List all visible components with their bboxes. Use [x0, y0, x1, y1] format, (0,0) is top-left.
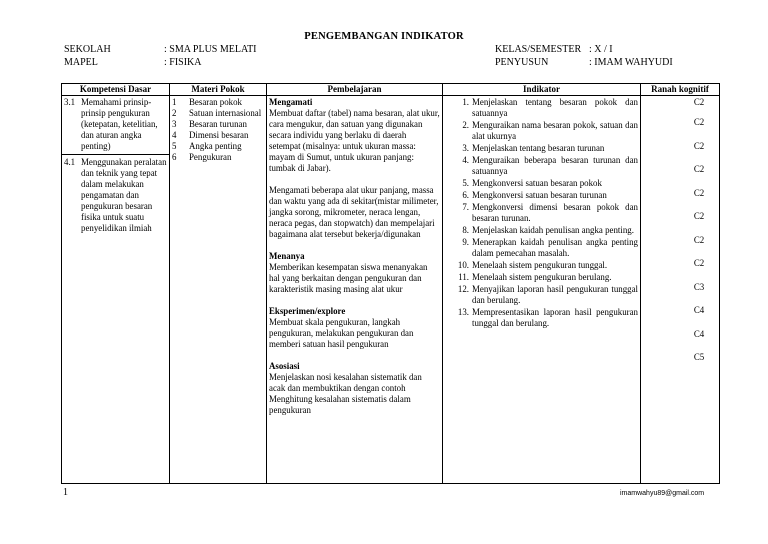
materi-item: [172, 130, 264, 141]
materi-item: [172, 152, 264, 163]
mengamati-paragraph: Membuat daftar (tabel) nama besaran, alat ukur, cara mengukur, dan satuan yang digunakan secara individu yang berlaku di daerah setempat (misalnya: untuk ukuran massa: mayam di Sumut, untuk ukuran panjang: tumbak di Jabar).: [269, 108, 440, 173]
kompetensi-divider: [62, 154, 169, 155]
author-email: imamwahyu89@gmail.com: [620, 490, 705, 497]
table-header-row: [62, 84, 720, 96]
ranah-value: C2: [693, 211, 705, 221]
materi-number: 2: [172, 108, 177, 118]
mengamati-paragraph: Mengamati beberapa alat ukur panjang, massa dan waktu yang ada di sekitar(mistar milimeter, jangka sorong, mikrometer, neraca lengan, neraca pegas, dan stopwatch) dan mempelajari bagaimana alat tersebut bekerja/digunakan: [269, 185, 439, 239]
menanya-paragraph: Memberikan kesempatan siswa menanyakan hal yang berkaitan dengan pengukuran dan karakteristik masing masing alat ukur: [269, 262, 428, 294]
col-header-pembelajaran: Pembelajaran: [267, 84, 443, 96]
indikator-cell: [443, 96, 641, 484]
indikator-number: 4.: [462, 155, 469, 165]
ranah-value: C2: [693, 187, 705, 198]
indikator-item: [445, 155, 638, 177]
asosiasi-heading: Asosiasi: [269, 361, 300, 371]
indikator-text: Mengkonversi satuan besaran turunan: [472, 190, 607, 200]
indikator-text: Menjelaskan tentang besaran pokok dan satuannya: [472, 97, 638, 118]
ranah-value: C4: [693, 328, 705, 339]
kompetensi-text: Memahami prinsip-prinsip pengukuran (ketepatan, ketelitian, dan aturan angka penting): [81, 97, 158, 151]
subject-value: : FISIKA: [164, 57, 202, 68]
indikator-item: [445, 237, 638, 259]
materi-text: Angka penting: [189, 141, 242, 151]
author-value: : IMAM WAHYUDI: [589, 57, 673, 68]
ranah-value: C2: [693, 97, 705, 107]
asosiasi-paragraph: Menghitung kesalahan sistematis dalam pengukuran: [269, 394, 411, 415]
materi-item: [172, 141, 264, 152]
indikator-number: 6.: [462, 190, 469, 200]
materi-item: [172, 108, 264, 119]
ranah-value: C2: [693, 234, 705, 245]
indikator-item: [445, 143, 638, 154]
indikator-number: 8.: [462, 225, 469, 235]
indikator-text: Menjelaskan kaidah penulisan angka penting.: [472, 225, 634, 235]
col-header-materi-pokok: Materi Pokok: [170, 84, 267, 96]
class-semester-value: : X / I: [589, 44, 613, 55]
ranah-value: C5: [693, 352, 705, 362]
indikator-number: 3.: [462, 143, 469, 153]
col-header-ranah-kognitif: Ranah kognitif: [641, 84, 720, 96]
indikator-item: [445, 225, 638, 236]
indicator-table: [61, 83, 720, 484]
indikator-item: [445, 260, 638, 271]
indikator-text: Menguraikan nama besaran pokok, satuan dan alat ukurnya: [472, 120, 638, 141]
indikator-number: 13.: [457, 307, 469, 317]
indikator-item: [445, 97, 638, 119]
eksperimen-paragraph: Membuat skala pengukuran, langkah pengukuran, melakukan pengukuran dan memberi satuan hasil pengukuran: [269, 317, 414, 349]
kompetensi-item: [64, 157, 167, 234]
indikator-text: Menerapkan kaidah penulisan angka penting dalam pemecahan masalah.: [472, 237, 638, 258]
materi-item: [172, 97, 264, 108]
ranah-value: C4: [693, 305, 705, 315]
subject-label: MAPEL: [64, 57, 98, 68]
ranah-value: C2: [693, 117, 705, 127]
materi-text: Besaran pokok: [189, 97, 242, 107]
materi-text: Dimensi besaran: [189, 130, 249, 140]
materi-number: 1: [172, 97, 177, 107]
materi-number: 5: [172, 141, 177, 151]
materi-text: Besaran turunan: [189, 119, 247, 129]
indikator-number: 9.: [462, 237, 469, 247]
kompetensi-number: 4.1: [64, 157, 76, 167]
indikator-text: Menjelaskan tentang besaran turunan: [472, 143, 605, 153]
indikator-number: 12.: [457, 284, 469, 294]
indikator-item: [445, 272, 638, 283]
ranah-value: C2: [693, 258, 705, 268]
indikator-number: 10.: [457, 260, 469, 270]
indikator-item: [445, 307, 638, 329]
materi-text: Pengukuran: [189, 152, 232, 162]
indikator-number: 2.: [462, 120, 469, 130]
indikator-number: 11.: [458, 272, 469, 282]
materi-number: 6: [172, 152, 177, 162]
indikator-text: Mempresentasikan laporan hasil pengukuran tunggal dan berulang.: [472, 307, 638, 328]
ranah-value: C3: [693, 281, 705, 292]
indikator-text: Menelaah sistem pengukuran tunggal.: [472, 260, 608, 270]
indikator-text: Mengkonversi satuan besaran pokok: [472, 178, 602, 188]
school-label: SEKOLAH: [64, 44, 111, 55]
materi-pokok-cell: [170, 96, 267, 484]
menanya-heading: Menanya: [269, 251, 305, 261]
materi-number: 3: [172, 119, 177, 129]
materi-item: [172, 119, 264, 130]
materi-text: Satuan internasional: [189, 108, 262, 118]
indikator-item: [445, 178, 638, 189]
indikator-number: 5.: [462, 178, 469, 188]
document-title: PENGEMBANGAN INDIKATOR: [304, 31, 464, 42]
indikator-text: Menelaah sistem pengukuran berulang.: [472, 272, 612, 282]
indikator-text: Menyajikan laporan hasil pengukuran tunggal dan berulang.: [472, 284, 638, 305]
author-label: PENYUSUN: [495, 57, 549, 68]
indikator-text: Menguraikan beberapa besaran turunan dan satuannya: [472, 155, 638, 176]
col-header-indikator: Indikator: [443, 84, 641, 96]
indikator-text: Mengkonversi dimensi besaran pokok dan besaran turunan.: [472, 202, 638, 223]
indikator-item: [445, 284, 638, 306]
eksperimen-heading: Eksperimen/explore: [269, 306, 346, 316]
indikator-item: [445, 190, 638, 201]
page-number: 1: [63, 487, 68, 498]
indikator-number: 1.: [462, 97, 469, 107]
indikator-number: 7.: [462, 202, 469, 212]
kompetensi-item: [64, 97, 167, 152]
school-value: : SMA PLUS MELATI: [164, 44, 257, 55]
asosiasi-paragraph: Menjelaskan nosi kesalahan sistematik dan acak dan membuktikan dengan contoh: [269, 372, 422, 393]
kompetensi-number: 3.1: [64, 97, 76, 107]
ranah-value: C2: [693, 164, 705, 174]
mengamati-heading: Mengamati: [269, 97, 313, 107]
indikator-item: [445, 202, 638, 224]
materi-number: 4: [172, 130, 177, 140]
ranah-value: C2: [693, 140, 705, 151]
indikator-item: [445, 120, 638, 142]
ranah-kognitif-cell: [641, 96, 720, 484]
pembelajaran-cell: [267, 96, 443, 484]
kompetensi-text: Menggunakan peralatan dan teknik yang tepat dalam melakukan pengamatan dan pengukuran besaran fisika untuk suatu penyelidikan ilmiah: [81, 157, 167, 233]
col-header-kompetensi-dasar: Kompetensi Dasar: [62, 84, 170, 96]
kompetensi-dasar-cell: [62, 96, 170, 484]
class-semester-label: KELAS/SEMESTER: [495, 44, 582, 55]
table-row: [62, 96, 720, 484]
